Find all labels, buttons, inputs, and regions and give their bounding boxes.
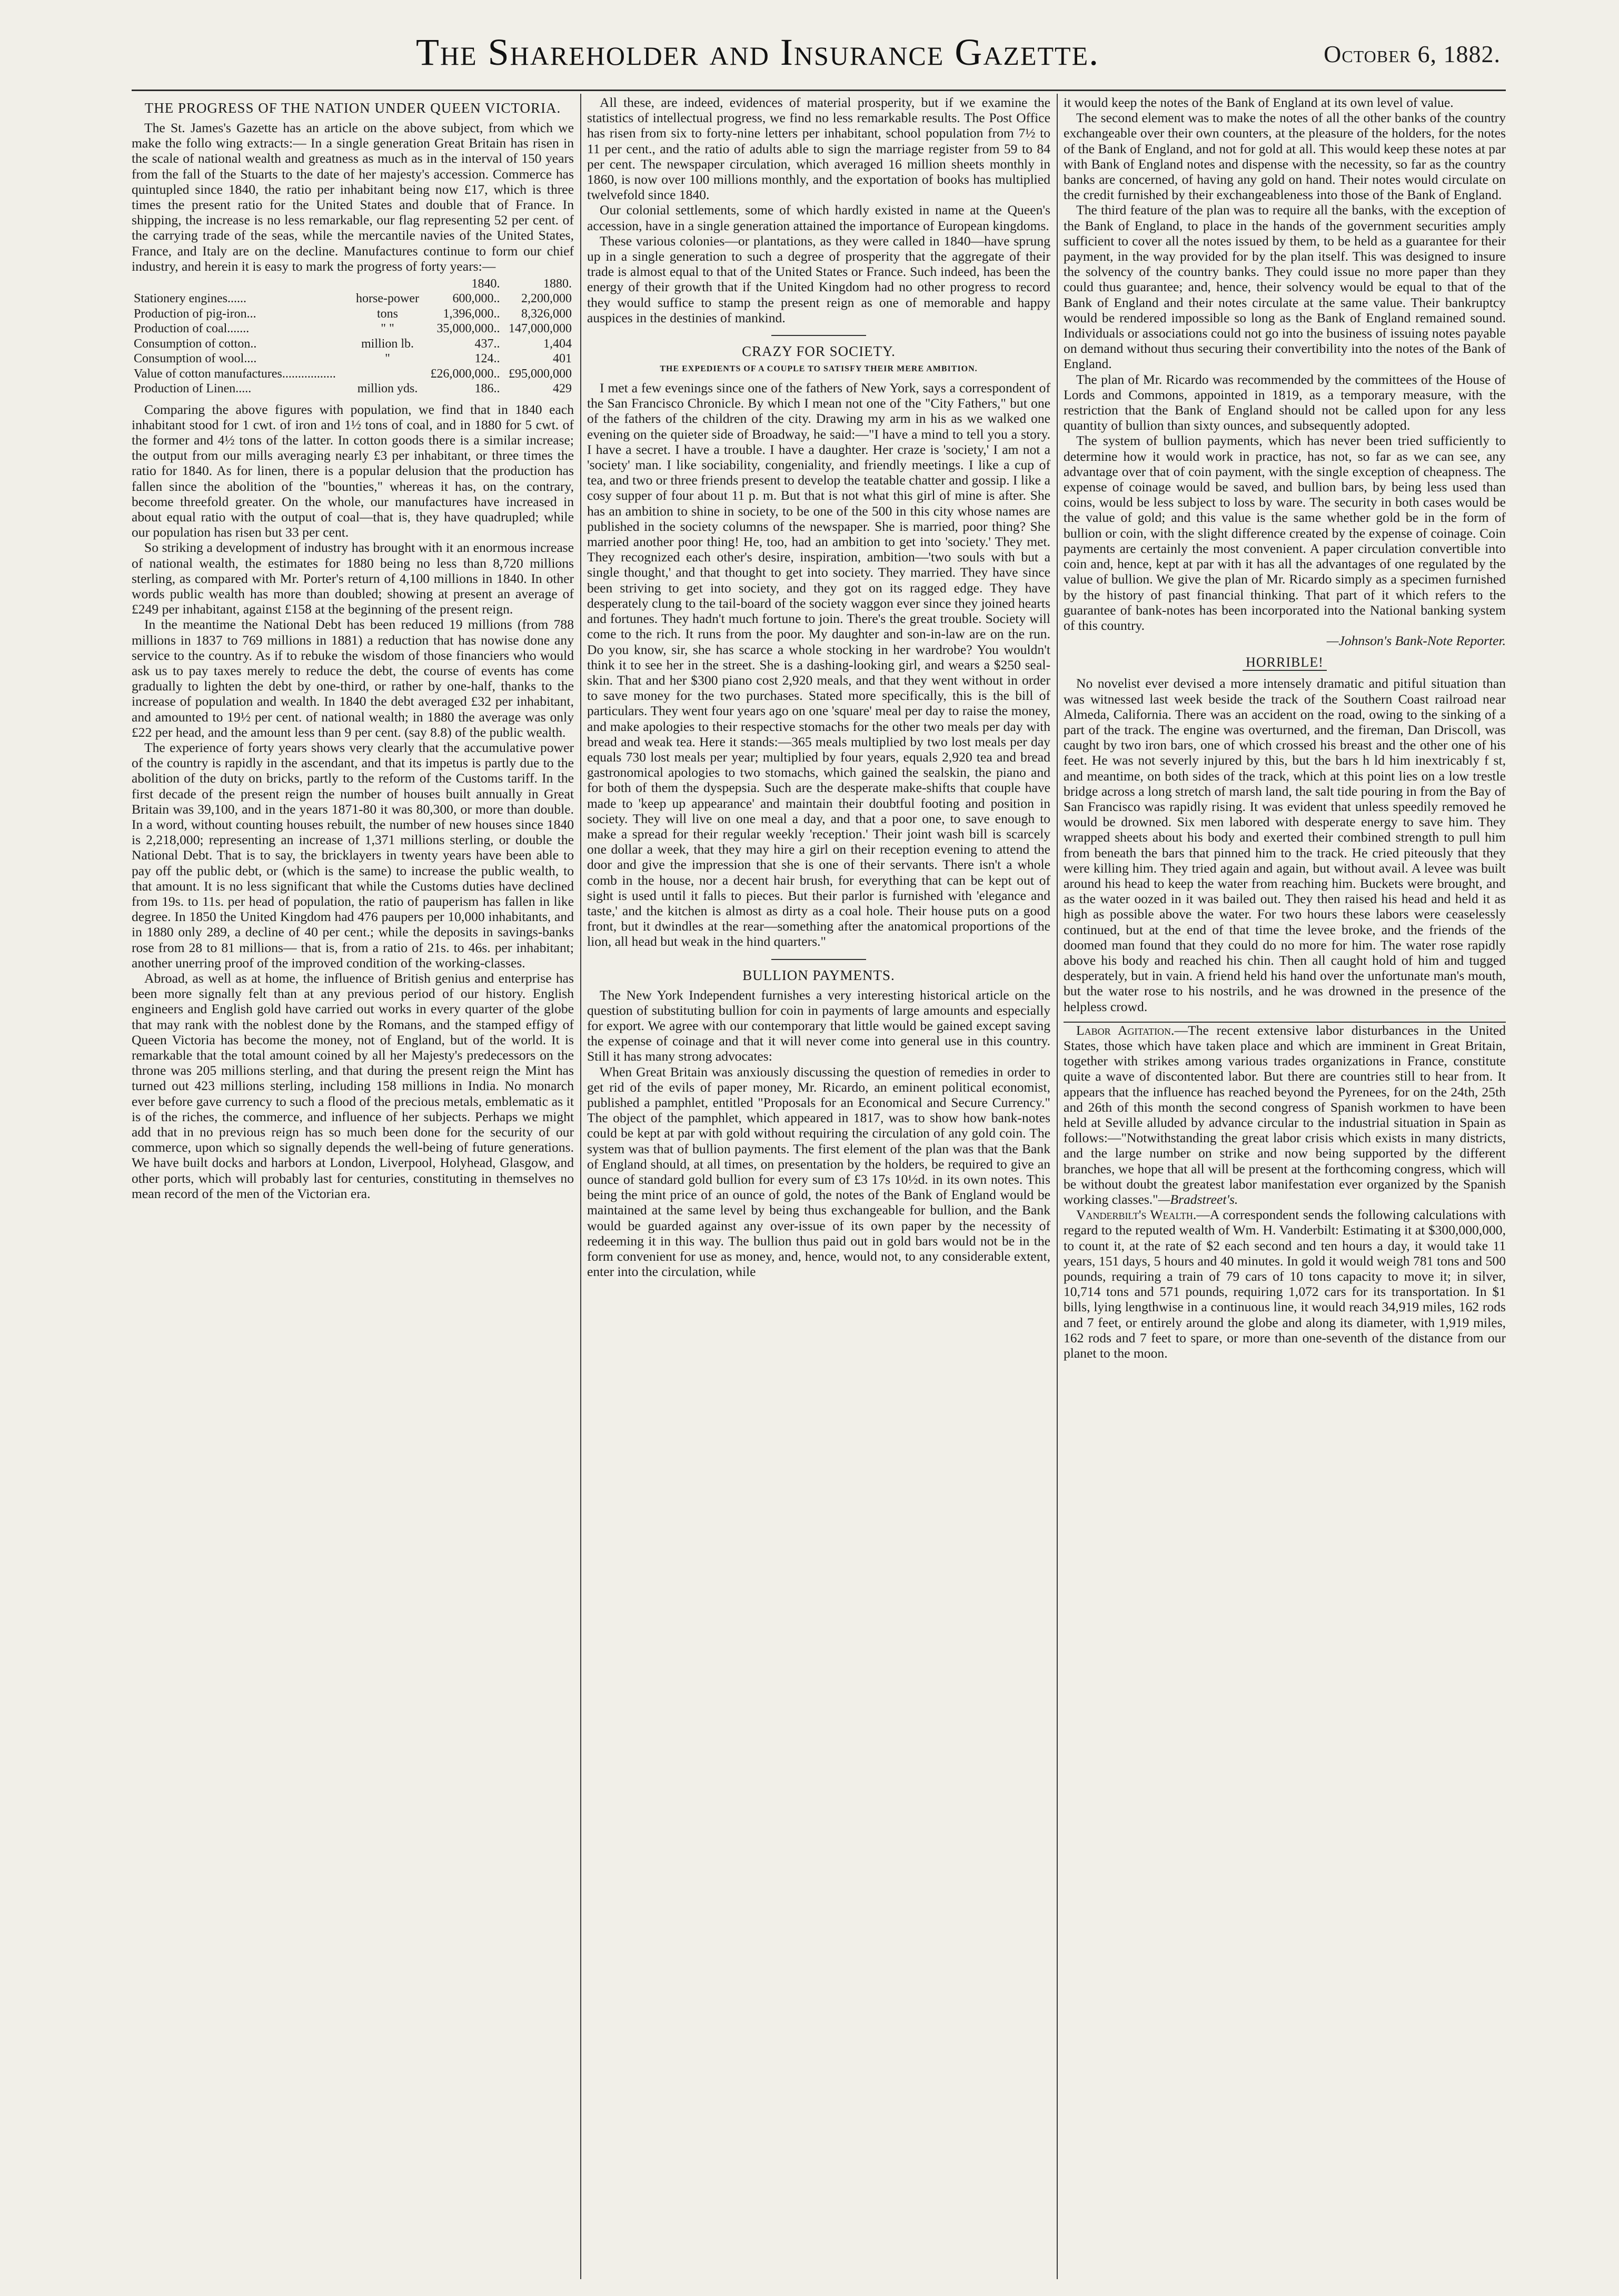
labor-agitation-source: —Bradstreet's.	[1158, 1192, 1238, 1208]
stats-value-1880: £95,000,000	[509, 367, 572, 381]
stats-row	[132, 351, 574, 367]
stats-value-1880: 429	[553, 382, 572, 396]
vanderbilt-text: —A correspondent sends the following calculations with regard to the reputed wealth of Wm. H. Vanderbilt: Estimating it at $300,000,000, to count it, at the rate of $2 each second and ten hours a day, it would take 11 years, 151 days, 5 hours and 40 minutes. In gold it would weigh 781 tons and 500 pounds, requiring a train of 79 cars of 10 tons capacity to move it; in silver, 10,714 tons and 571 pounds, requiring 1,072 cars for its transportation. In $1 bills, lying lengthwise in a continuous line, it would reach 34,919 miles, 162 rods and 7 feet, or entirely around the globe and along its diameter, with 1,919 miles, 162 rods and 7 feet to spare, or more than one-seventh of the distance from our planet to the moon.	[1064, 1207, 1506, 1361]
article-subheading-crazy: THE EXPEDIENTS OF A COUPLE TO SATISFY THEIR MERE AMBITION.	[660, 364, 978, 374]
stats-header-item	[132, 277, 352, 291]
progress-paragraph-4: In the meantime the National Debt has been reduced 19 millions (from 788 millions in 1837 to 769 millions in 1881) a reduction that has nowise done any service to the country. As if to rebuke the wisdom of those financiers who would ask us to pay taxes merely to reduce the debt, the course of events has come gradually to lighten the debt by one-third, or rather by one-half, thanks to the increase of population and wealth. In 1840 the debt averaged £32 per inhabitant, and amounted to 19½ per cent. of national wealth; in 1880 the average was only £22 per head, and the amount less than 9 per cent. (say 8.8) of the public wealth.	[132, 617, 574, 740]
stats-header-row	[132, 277, 574, 291]
stats-value-1840: 437..	[474, 337, 500, 351]
stats-header-1840: 1840.	[471, 277, 500, 291]
stats-row	[132, 381, 574, 397]
labor-agitation-lead: Labor Agitation.	[1076, 1022, 1175, 1038]
stats-value-1880: 401	[553, 352, 572, 366]
progress-paragraph-5: The experience of forty years shows very clearly that the accumulative power of the country is rapidly in the ascendant, and that its impetus is partly due to the abolition of the duty on bricks, partly to the reform of the Customs tariff. In the first decade of the present reign the number of houses built annually in Great Britain was 39,100, and in the years 1871-80 it was 80,300, or more than double. In a word, without counting houses rebuilt, the number of new houses since 1840 is 2,218,000; representing an increase of 1,371 millions sterling, or double the National Debt. That is to say, the bricklayers in twenty years have been able to pay off the public debt, or (which is the same) to increase the public wealth, to that amount. It is no less significant that while the Customs duties have declined from 19s. to 11s. per head of population, the ratio of pauperism has fallen in like degree. In 1850 the United Kingdom had 476 paupers per 10,000 inhabitants, and in 1880 only 289, a decline of 40 per cent.; while the deposits in savings-banks rose from 28 to 81 millions— that is, from a ratio of 21s. to 46s. per inhabitant; another unerring proof of the improved condition of the working-classes.	[132, 740, 574, 971]
bullion-paragraph-2: When Great Britain was anxiously discussing the question of remedies in order to get rid of the evils of paper money, Mr. Ricardo, an eminent political economist, published a pamphlet, entitled "Proposals for an Economical and Secure Currency." The object of the pamphlet, which appeared in 1817, was to show how bank-notes could be kept at par with gold without requiring the circulation of any gold coin. The system was that of bullion payments. The first element of the plan was that the Bank of England should, at all times, on presentation by the holders, be required to give an ounce of standard gold bullion for every sum of £3 17s 10½d. in its own notes. This being the mint price of an ounce of gold, the notes of the Bank of England would be maintained at the same level by being thus exchangeable for bullion, and the Bank would be guarded against any over-issue of its own paper by the necessity of redeeming it in this way. The bullion thus paid out in gold bars would not be in the form convenient for use as money, and, hence, would not, to any considerable extent, enter into the circulation, while	[587, 1064, 1050, 1280]
stats-item: Production of coal.......	[134, 322, 250, 336]
labor-agitation-paragraph	[1064, 1023, 1506, 1207]
stats-item: Consumption of wool....	[134, 352, 257, 366]
stats-value-1880: 147,000,000	[509, 322, 572, 336]
bullion-paragraph-3: it would keep the notes of the Bank of England at its own level of value.	[1064, 95, 1454, 110]
stats-row	[132, 306, 574, 322]
progress-paragraph-7: All these, are indeed, evidences of material prosperity, but if we examine the statistics of intellectual progress, we find no less remarkable results. The Post Office has risen from six to forty-nine letters per inhabitant, school population from 7½ to 11 per cent., and the ratio of adults able to sign the marriage register from 59 to 84 per cent. The newspaper circulation, which averaged 16 million sheets monthly in 1860, is now over 100 millions monthly, and the exportation of books has multiplied twelvefold since 1840.	[587, 95, 1050, 203]
stats-value-1840: 1,396,000..	[443, 306, 500, 321]
stats-item: Production of Linen.....	[134, 382, 252, 396]
stats-unit: " "	[381, 322, 394, 336]
bullion-paragraph-7: The system of bullion payments, which has never been tried sufficiently to determine how it would work in practice, has not, so far as we can see, any advantage over that of coin payment, with the single exception of cheapness. The expense of coinage would be saved, and bullion bars, by being less used than coins, would be less subject to loss by ware. The security in both cases would be the value of gold; and this value is the same whether gold be in the form of bullion or coin, with the slight difference created by the expense of coinage. Coin payments are certainly the most convenient. A paper circulation convertible into coin and, hence, kept at par with it has all the advantages of one regulated by the value of bullion. We give the plan of Mr. Ricardo simply as a specimen furnished by the history of past financial thinking. That part of it which refers to the guarantee of bank-notes has been incorporated into the National banking system of this country.	[1064, 433, 1506, 633]
section-divider	[771, 335, 866, 336]
stats-unit: "	[385, 352, 390, 366]
crazy-body: I met a few evenings since one of the fathers of New York, says a correspondent of the San Francisco Chronicle. By which I mean not one of the "City Fathers," but one of the fathers of the children of the city. Drawing my arm in his as we walked one evening on the quieter side of Broadway, he said:—"I have a mind to tell you a story. I have a secret. I have a trouble. I have a daughter. Her craze is 'society,' I am not a 'society' man. I like sociability, congeniality, and friendly meetings. I like a cup of tea, and two or three friends present to develop the teatable chatter and gossip. I like a cosy supper of four about 11 p. m. But that is not what this girl of mine is after. She has an ambition to shine in society, to be one of the 500 in this city whose names are published in the society columns of the newspaper. She is married, poor thing? She married another poor thing! He, too, had an ambition to get into 'society.' They met. They recognized each other's desire, inspiration, ambition—'two souls with but a single thought,' and that thought to get into society. They married. They have since been striving to get into society, and they got on its ragged edge. They have desperately clung to the tail-board of the society waggon ever since they joined hearts and fortunes. They hadn't much fortune to join. There's the great trouble. Society will come to the rich. It runs from the poor. My daughter and son-in-law are on the run. Do you know, sir, she has scarce a whole stocking in her wardrobe? You wouldn't think it to see her in the street. She is a dashing-looking girl, and wears a $250 seal-skin. That and her $300 piano cost 2,920 meals, and that they went without in order to save money for the two purchases. Stated more specifically, this is the bill of particulars. They went four years ago on one 'square' meal per day to raise the money, and make apologies to their respective stomachs for the other two meals per day with bread and weak tea. Here it stands:—365 meals multiplied by two lost meals per day equals 730 lost meals per year; multiplied by four years, equals 2,920 tea and bread gastronomical apologies to two stomachs, which gained the sealskin, the piano and for both of them the dyspepsia. Such are the desperate make-shifts that couple have made to 'keep up appearance' and maintain their doubtful footing and position in society. They will live on one meal a day, and that a poor one, to save enough to make a spread for their regular weekly 'reception.' Their joint wash bill is scarcely one dollar a week, that they may hire a girl on their reception evening to attend the door and give the impression that she is one of their servants. There isn't a whole comb in the house, nor a decent hair brush, for everything that can be kept out of sight is used until it falls to pieces. But their parlor is furnished with 'elegance and taste,' and the kitchen is almost as dirty as a coal hole. Their house puts on a good front, but it dwindles at the rear—something after the anatomical proportions of the lion, all head but weak in the hind quarters."	[587, 380, 1050, 949]
bullion-paragraph-1: The New York Independent furnishes a very interesting historical article on the question of substituting bullion for coin in payments of large amounts and especially for export. We agree with our contemporary that little would be gained except saving the expense of coinage and that it will never come into general use in this country. Still it has many strong advocates:	[587, 987, 1050, 1064]
stats-value-1880: 2,200,000	[521, 292, 572, 306]
vanderbilt-lead: Vanderbilt's Wealth.	[1076, 1207, 1197, 1223]
progress-paragraph-2: Comparing the above figures with population, we find that in 1840 each inhabitant stood for 1 cwt. of iron and 1½ tons of coal, and in 1880 for 5 cwt. of the former and 4½ tons of the latter. In cotton goods there is a similar increase; the output from our mills averaging nearly £3 per inhabitant, or three times the ratio for 1840. As for linen, there is a popular delusion that the production has fallen since the abolition of the "bounties," whereas it has, on the contrary, become threefold greater. On the whole, our manufactures have increased in about equal ratio with the output of coal—that is, they have quadrupled; while our population has risen but 33 per cent.	[132, 401, 574, 540]
stats-value-1840: 35,000,000..	[436, 322, 500, 336]
bullion-paragraph-6: The plan of Mr. Ricardo was recommended by the committees of the House of Lords and Commons, appointed in 1819, as a temporary measure, with the restriction that the Bank of England should not be called upon for any less quantity of bullion than sixty ounces, and subsequently adopted.	[1064, 371, 1506, 433]
stats-value-1840: 124..	[474, 352, 500, 366]
progress-paragraph-8: Our colonial settlements, some of which hardly existed in name at the Queen's accession, have in a single generation attained the importance of European kingdoms.	[587, 202, 1050, 233]
newspaper-title: The Shareholder and Insurance Gazette.	[416, 31, 1100, 73]
article-heading-progress: THE PROGRESS OF THE NATION UNDER QUEEN VICTORIA.	[144, 100, 561, 116]
stats-unit: horse-power	[356, 292, 419, 306]
issue-date: October 6, 1882.	[1324, 41, 1501, 67]
stats-item: Stationery engines......	[134, 292, 246, 306]
masthead	[142, 26, 1501, 84]
section-divider	[771, 959, 866, 960]
progress-paragraph-9: These various colonies—or plantations, as they were called in 1840—have sprung up in a single generation to such a degree of prosperity that the aggregate of their trade is almost equal to that of the United States or France. Such indeed, has been the energy of their growth that if the United Kingdom had no other progress to record they would suffice to stamp the present reign as one of memorable and happy auspices in the destinies of mankind.	[587, 233, 1050, 325]
stats-row	[132, 367, 574, 382]
stats-row	[132, 321, 574, 337]
stats-row	[132, 337, 574, 352]
stats-header-1880: 1880.	[543, 277, 572, 291]
column-3	[1064, 95, 1506, 2280]
stats-item: Consumption of cotton..	[134, 337, 257, 351]
bullion-paragraph-4: The second element was to make the notes of all the other banks of the country exchangeable over their own counters, at the pleasure of the holders, for the notes of the Bank of England, and not for gold at all. This would keep these notes at par with Bank of England notes and dispense with the necessity, so far as the country banks are concerned, of having any gold on hand. Their notes would circulate on the credit furnished by their exchangeableness into those of the Bank of England.	[1064, 110, 1506, 203]
progress-statistics-table	[132, 277, 574, 397]
article-heading-horrible	[1064, 655, 1506, 670]
bullion-paragraph-5: The third feature of the plan was to require all the banks, with the exception of the Bank of England, to place in the hands of the government securities amply sufficient to cover all the notes issued by them, to be held as a guarantee for their payment, in the way provided for by the plan itself. This was designed to insure the solvency of the country banks. They could issue no more paper than they could thus guarantee; and, hence, their solvency would be equal to that of the Bank of England and their notes circulate at the same value. Their bankruptcy would be rendered impossible so long as the Bank of England remained sound. Individuals or associations could not go into the business of issuing notes payable on demand without thus securing their convertibility into the notes of the Bank of England.	[1064, 202, 1506, 372]
stats-unit: tons	[377, 306, 399, 321]
progress-paragraph-1: The St. James's Gazette has an article on the above subject, from which we make the follo wing extracts:— In a single generation Great Britain has risen in the scale of national wealth and greatness as much as in the interval of 150 years from the fall of the Stuarts to the date of her majesty's accession. Commerce has quintupled since 1840, the ratio per inhabitant being now £17, which is three times the present ratio for the United States and double that of France. In shipping, the increase is no less remarkable, our flag representing 52 per cent. of the carrying trade of the seas, while the mercantile navies of the United States, France, and Italy are on the decline. Manufactures continue to form our chief industry, and herein it is easy to mark the progress of forty years:—	[132, 120, 574, 274]
stats-value-1840: 600,000..	[452, 292, 500, 306]
horrible-heading-text: HORRIBLE!	[1243, 655, 1327, 671]
stats-value-1880: 8,326,000	[521, 306, 572, 321]
labor-agitation-text: —The recent extensive labor disturbances in the United States, those which have taken place and which are imminent in Great Britain, together with strikes among various trades organizations in France, constitute quite a wave of discontented labor. But there are countries still to hear from. It appears that the influence has reached beyond the Pyrenees, for on the 24th, 25th and 26th of this month the second congress of Spanish workmen to have been held at Seville alluded by advance circular to the industrial situation in Spain as follows:—"Notwithstanding the great labor crisis which exists in many districts, and the large number on strike and now being supported by the different branches, we hope that all will be present at the forthcoming congress, which will be without doubt the greatest labor manifestation ever organized by the Spanish working classes."	[1064, 1022, 1506, 1208]
column-divider-1	[580, 94, 581, 2279]
stats-unit	[352, 367, 423, 382]
masthead-rule	[132, 90, 1506, 91]
progress-paragraph-6: Abroad, as well as at home, the influence of British genius and enterprise has been more signally felt than at any previous period of our history. English engineers and English gold have carried out works in every quarter of the globe that may rank with the noblest done by the Romans, and the stamped effigy of Queen Victoria has become the money, not of England, but of the world. It is remarkable that the total amount coined by all her Majesty's predecessors on the throne was 205 millions sterling, and that during the present reign the Mint has turned out 423 millions sterling, including 158 millions in India. No monarch ever before gave currency to such a flood of the precious metals, emblematic as it is of the riches, the commerce, and influence of her subjects. Perhaps we might add that in no previous reign has so much been done for the security of our commerce, upon which so signally depends the well-being of future generations. We have built docks and harbors at London, Liverpool, Holyhead, Glasgow, and other ports, which will probably last for centuries, constituting in themselves no mean record of the men of the Victorian era.	[132, 971, 574, 1201]
column-divider-2	[1057, 94, 1058, 2279]
horrible-body: No novelist ever devised a more intensely dramatic and pitiful situation than was witnessed last week beside the track of the Southern Coast railroad near Almeda, California. There was an accident on the road, owing to the sinking of a part of the track. The engine was overturned, and the fireman, Dan Driscoll, was caught by two iron bars, one of which crossed his breast and the other one of his feet. He was not severly injured by this, but the bars h ld him inextricably f st, and meantime, on both sides of the track, which at this point lies on a low trestle bridge across a long stretch of marsh land, the salt tide pouring in from the Bay of San Francisco was rapidly rising. It was evident that unless speedily removed he would be drowned. Six men labored with desperate energy to save him. They wrapped sheets about his body and exerted their combined strength to pull him from beneath the bars that pinned him to the track. He cried piteously that they were killing him. They tried again and again, but without avail. A levee was built around his head to keep the water from reaching him. Buckets were brought, and as the water oozed in it was bailed out. They then raised his head and held it as high as possible above the water. For two hours these labors were ceaselessly continued, but at the end of that time the levee broke, and the friends of the doomed man found that they could do no more for him. The water rose rapidly above his body and reached his chin. Then all caught hold of him and tugged desperately, but in vain. A friend held his hand over the unfortunate man's mouth, but the water rose to his nostrils, and he was drowned in the presence of the helpless crowd.	[1064, 676, 1506, 1014]
column-1	[132, 95, 574, 2280]
stats-item: Value of cotton manufactures.................	[134, 367, 336, 381]
stats-value-1840: 186..	[474, 382, 500, 396]
progress-paragraph-3: So striking a development of industry has brought with it an enormous increase of national wealth, the estimates for 1880 being no less than 8,720 millions sterling, as compared with Mr. Porter's return of 4,100 millions in 1840. In other words public wealth has more than doubled; showing at present an average of £249 per inhabitant, against £158 at the beginning of the present reign.	[132, 540, 574, 617]
stats-unit: million yds.	[357, 382, 418, 396]
article-heading-crazy: CRAZY FOR SOCIETY.	[742, 343, 896, 360]
stats-value-1840: £26,000,000..	[430, 367, 500, 381]
stats-unit: million lb.	[361, 337, 414, 351]
stats-value-1880: 1,404	[543, 337, 572, 351]
vanderbilt-paragraph	[1064, 1207, 1506, 1361]
column-2	[587, 95, 1050, 2280]
stats-header-unit	[352, 277, 423, 291]
stats-item: Production of pig-iron...	[134, 306, 256, 321]
bullion-source: —Johnson's Bank-Note Reporter.	[1326, 633, 1506, 649]
article-heading-bullion: BULLION PAYMENTS.	[742, 967, 895, 983]
stats-row	[132, 291, 574, 306]
